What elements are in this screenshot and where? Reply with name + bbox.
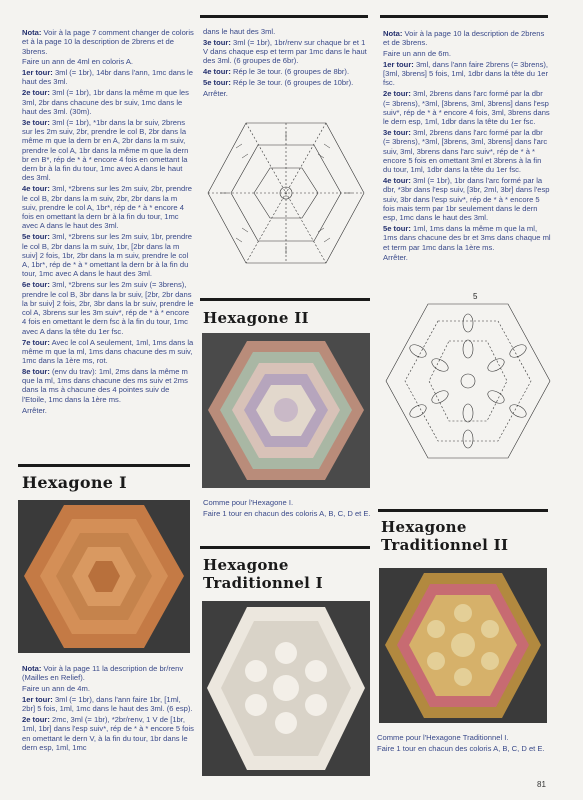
top-rule-middle: [200, 15, 368, 18]
row-text: 3ml (= 1br), 1br dans l'arc formé par la dbr, *3br dans l'esp suiv, [3br, 2ml, 3br] dans l'esp suiv, 3br dans l'esp suiv*, rép de * à * encore 5 fois mais term par 1br seulement dans le dern esp, 1mc dans le haut des 3ml.: [383, 175, 550, 223]
row-label: 1er tour:: [22, 694, 53, 704]
nota-label: Nota:: [22, 664, 42, 673]
row-label: 1er tour:: [22, 68, 53, 78]
row-label: 2e tour:: [22, 88, 50, 98]
row-text: 3ml (= 1br), 1br/renv sur chaque br et 1 V dans chaque esp et term par 1mc dans le haut des 3ml. (6 groupes de 6br).: [203, 37, 367, 66]
instruction-row: [383, 176, 551, 222]
instruction-row: [203, 67, 371, 76]
rule-hexagone-i: [18, 464, 190, 467]
photo-trad-ii: [379, 568, 547, 723]
row-label: 3e tour:: [383, 127, 411, 137]
rule-trad-i: [200, 546, 370, 549]
instruction-row: [383, 128, 551, 174]
row-text: 3ml, 2brens dans l'arc formé par la dbr (= 3brens), *3ml, [3brens, 3ml, 3brens] dans l'arc suiv, 3ml, 3brens dans l'arc suiv*, rép de * à * encore 5 fois en omettant 3ml et 3brens à la fin du tour, 1ml, 1dbr dans la tête du 1er fsc.: [383, 127, 548, 175]
row-text: 3ml (= 1br), 1br dans la même m que les 3ml, 2br dans chacune des br suiv, 1mc dans le haut des 3ml. (30m).: [22, 88, 189, 116]
instruction-row: [203, 38, 371, 66]
instruction-row: [203, 78, 371, 87]
caption-trad-ii: [377, 733, 547, 755]
title-line: Hexagone: [203, 556, 289, 574]
hexagone-i-instructions: [22, 664, 194, 754]
row-label: 1er tour:: [383, 59, 414, 69]
row-text: (env du trav): 1ml, 2ms dans la même m que la ml, 1ms dans chacune des ms suiv et 2ms dans la ms à chacune des 4 pointes suiv de l'Etoile, 1mc dans la 1ère ms.: [22, 366, 188, 404]
row-text: Avec le col A seulement, 1ml, 1ms dans la même m que la ml, 1ms dans chacune des m suiv, 1mc dans la 1ère ms, rot.: [22, 337, 194, 366]
instruction-row: [22, 695, 194, 714]
photo-hexagone-ii: [202, 333, 370, 488]
row-label: 5e tour:: [203, 77, 231, 87]
row-label: 8e tour:: [22, 366, 50, 376]
row-text: 3ml (= 1br), *1br dans la br suiv, 2brens sur les 2m suiv, 2br, prendre le col B, 2br dans la même m que la dern br en A, 2br dans la m suiv, prendre le col A, 1br dans la même m que la dern br en B*, rép de * à * encore 4 fois en omettant la dern br à la fin du tour, 1mc avec A dans le haut des 3ml.: [22, 117, 189, 183]
row-label: 7e tour:: [22, 337, 50, 347]
caption-line: Comme pour l'Hexagone I.: [203, 498, 294, 507]
end-text: Arrêter.: [383, 253, 408, 263]
intro-text: Faire un ann de 6m.: [383, 49, 451, 59]
end-text: Arrêter.: [22, 405, 47, 415]
row-label: 5e tour:: [22, 232, 50, 242]
row-text: 3ml, dans l'ann faire 2brens (= 3brens), [3ml, 3brens] 5 fois, 1ml, 1dbr dans la tête du 1er fsc.: [383, 59, 549, 88]
row-label: 4e tour:: [383, 175, 411, 185]
row-label: 2e tour:: [383, 89, 411, 99]
caption-line: Faire 1 tour en chacun des coloris A, B, C, D et E.: [203, 508, 371, 518]
chart-round-number: 5: [473, 292, 478, 301]
instruction-row: [22, 184, 194, 230]
intro-text: Faire un ann de 4ml en coloris A.: [22, 57, 134, 67]
nota-text: Voir à la page 11 la description de br/renv (Mailles en Relief).: [22, 664, 184, 683]
row-label: 4e tour:: [203, 67, 231, 77]
row-label: 2e tour:: [22, 714, 50, 724]
row-text: 3ml (= 1br), 14br dans l'ann, 1mc dans le haut des 3ml.: [22, 68, 193, 87]
page-number: 81: [537, 780, 546, 789]
instruction-row: [22, 367, 194, 404]
star-hexagon-chart: [206, 118, 366, 268]
instruction-row: [22, 68, 194, 87]
instruction-row: [22, 118, 194, 183]
instruction-row: [22, 280, 194, 336]
row-text: 3ml, *2brens sur les 2m suiv (= 3brens), prendre le col B, 3br dans la br suiv, [2br, 2br dans la br suiv] 2 fois, 2br, 3br dans la br suiv, prendre le col A, 3brens sur les 3m suiv*, rép de * à * encore 4 fois en omettant le dern fsc à la fin du tour, 1mc avec A dans la tête du 1er fsc.: [22, 280, 194, 336]
row-text: 1ml, 1ms dans la même m que la ml, 1ms dans chacune des br et 3ms dans chaque ml et term par 1mc dans la 1ère ms.: [383, 223, 551, 252]
nota-label: Nota:: [22, 28, 42, 37]
instruction-row: [383, 89, 551, 126]
title-hexagone-i: Hexagone I: [22, 473, 127, 492]
row-text: 3ml, *2brens sur les 2m suiv, 2br, prendre le col B, 2br dans la m suiv, 2br, 2br dans la m suiv, prendre le col A, 1br*, rép de * à * encore 4 fois en omettant la dern br à la fin du tour, 1mc avec A dans le haut des 3ml.: [22, 184, 192, 231]
instruction-row: [383, 224, 551, 252]
title-hexagone-ii: Hexagone II: [203, 309, 309, 327]
trad-ii-instructions: [383, 29, 551, 264]
row-text: 3ml, 2brens dans l'arc formé par la dbr (= 3brens), *3ml, [3brens, 3ml, 3brens] dans l'esp suiv*, rép de * à * encore 4 fois, 3ml, 3brens dans le dern esp, 1ml, 1dbr dans la tête du 1er fsc.: [383, 89, 550, 127]
title-line: Traditionnel II: [381, 536, 509, 554]
row-label: 3e tour:: [22, 117, 50, 127]
title-line: Traditionnel I: [203, 574, 324, 592]
caption-line: Comme pour l'Hexagone Traditionnel I.: [377, 733, 509, 742]
intro-text: Faire un ann de 4m.: [22, 684, 90, 694]
title-trad-i: [203, 556, 323, 592]
photo-trad-i: [202, 601, 370, 776]
instruction-row: [22, 338, 194, 366]
instruction-row: [22, 715, 194, 752]
hexagone-i-continued: [203, 27, 371, 100]
row-text: 3ml, *2brens sur les 2m suiv, 1br, prendre le col B, 2br dans la m suiv, 1br, [2br dans la m suiv] 2 fois, 1br, 2br dans la m suiv, prendre le col A, 1br*, rép de * à * omettant la dern br à la fin du tour, 1mc avec A dans le haut des 3ml.: [22, 232, 192, 279]
row-label: 6e tour:: [22, 280, 50, 290]
row-label: 3e tour:: [203, 37, 231, 47]
continued-lead: dans le haut des 3ml.: [203, 27, 276, 36]
title-line: Hexagone: [381, 518, 467, 536]
top-rule-right: [380, 15, 548, 18]
star-hexagon-instructions: [22, 28, 194, 416]
end-text: Arrêter.: [203, 88, 228, 98]
nota-text: Voir à la page 7 comment changer de coloris et à la page 10 la description de 2brens et de 3brens.: [22, 28, 194, 56]
instruction-row: [22, 232, 194, 278]
caption-line: Faire 1 tour en chacun des coloris A, B, C, D et E.: [377, 743, 545, 753]
row-text: 3ml (= 1br), dans l'ann faire 1br, [1ml, 2br] 5 fois, 1ml, 1mc dans le haut des 3ml. (6 esp).: [22, 694, 193, 714]
nota-label: Nota:: [383, 29, 403, 38]
instruction-row: [22, 88, 194, 116]
row-text: Rép le 3e tour. (6 groupes de 8br).: [232, 67, 350, 77]
traditional-hexagon-chart: [383, 301, 553, 461]
instruction-row: [383, 60, 551, 88]
row-text: 2mc, 3ml (= 1br), *2br/renv, 1 V de [1br, 1ml, 1br] dans l'esp suiv*, rép de * à * encore 5 fois en omettant le dern V, à la fin du tour, 1br dans le dern esp, 1ml, 1mc: [22, 714, 194, 752]
rule-trad-ii: [378, 509, 548, 512]
title-trad-ii: [381, 518, 508, 554]
rule-hexagone-ii: [200, 298, 370, 301]
row-label: 5e tour:: [383, 223, 411, 233]
photo-hexagone-i: [18, 500, 190, 653]
row-label: 4e tour:: [22, 184, 50, 194]
nota-text: Voir à la page 10 la description de 2brens et de 3brens.: [383, 29, 545, 48]
caption-hexagone-ii: [203, 498, 371, 520]
row-text: Rép le 3e tour. (6 groupes de 10br).: [232, 77, 354, 87]
